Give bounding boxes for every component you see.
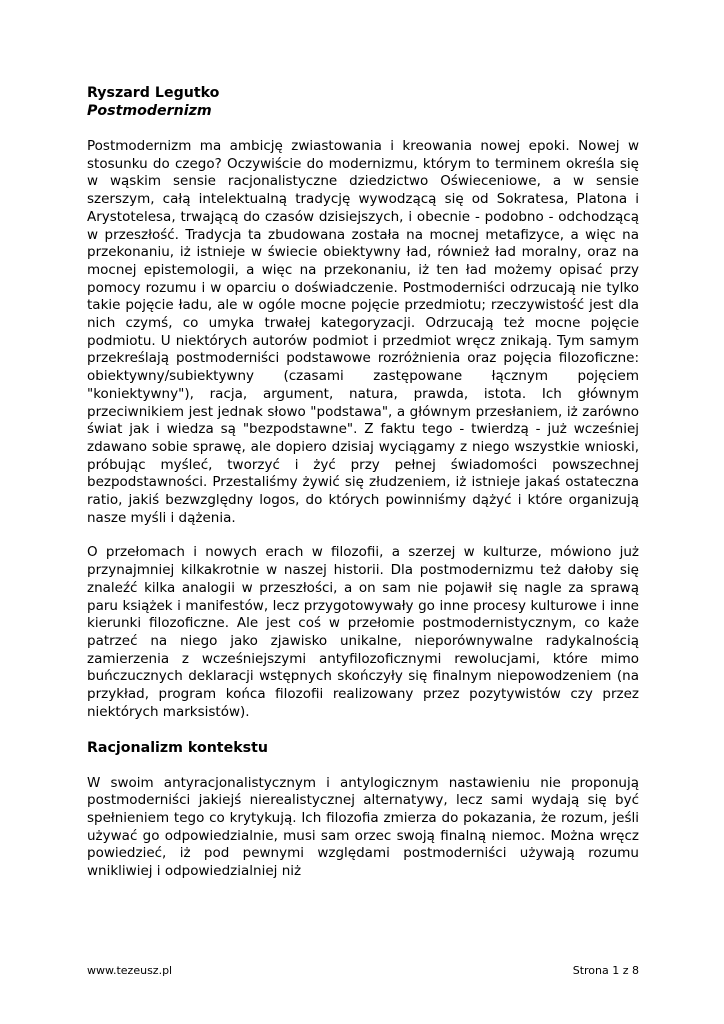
document-title: Postmodernizm — [87, 103, 212, 119]
paragraph-2: O przełomach i nowych erach w filozofii, a szerzej w kulturze, mówiono już przynajmniej kilkakrotnie w naszej historii. Dla postmodernizmu też dałoby się znaleźć kilka analogii w przeszłości, a on sam nie pojawił się nagle za sprawą paru książek i manifestów, lecz przygotowywały go inne procesy kulturowe i inne kierunki filozoficzne. Ale jest coś w przełomie postmodernistycznym, co każe patrzeć na niego jako zjawisko unikalne, nieporównywalne radykalnością zamierzenia z wcześniejszymi antyfilozoficznymi rewolucjami, które mimo buńczucznych deklaracji wstępnych skończyły się finalnym niepowodzeniem (na przykład, program końca filozofii realizowany przez pozytywistów czy przez niektórych marksistów). — [87, 544, 639, 720]
paragraph-1: Postmodernizm ma ambicję zwiastowania i kreowania nowej epoki. Nowej w stosunku do czego? Oczywiście do modernizmu, którym to terminem określa się w wąskim sensie racjonalistyczne dziedzictwo Oświeceniowe, a w sensie szerszym, całą intelektualną tradycję wywodzącą się od Sokratesa, Platona i Arystotelesa, trwającą do czasów dzisiejszych, i obecnie - podobno - odchodzącą w przeszłość. Tradycja ta zbudowana została na mocnej metafizyce, a więc na przekonaniu, iż istnieje w świecie obiektywny ład, również ład moralny, oraz na mocnej epistemologii, a więc na przekonaniu, iż ten ład możemy opisać przy pomocy rozumu i w oparciu o doświadczenie. Postmoderniści odrzucają nie tylko takie pojęcie ładu, ale w ogóle mocne pojęcie przedmiotu; rzeczywistość jest dla nich czymś, co umyka trwałej kategoryzacji. Odrzucają też mocne pojęcie podmiotu. U niektórych autorów podmiot i przedmiot wręcz znikają. Tym samym przekreślają postmoderniści podstawowe rozróżnienia oraz pojęcia filozoficzne: obiektywny/subiektywny (czasami zastępowane łącznym pojęciem "koniektywny"), racja, argument, natura, prawda, istota. Ich głównym przeciwnikiem jest jednak słowo "podstawa", a głównym przesłaniem, iż zarówno świat jak i wiedza są "bezpodstawne". Z faktu tego - twierdzą - już wcześniej zdawano sobie sprawę, ale dopiero dzisiaj wyciągamy z niego wszystkie wnioski, próbując myśleć, tworzyć i żyć przy pełnej świadomości powszechnej bezpodstawności. Przestaliśmy żywić się złudzeniem, iż istnieje jakaś ostateczna ratio, jakiś bezwzględny logos, do których powinniśmy dążyć i które organizują nasze myśli i dążenia. — [87, 138, 639, 526]
section-heading: Racjonalizm kontekstu — [87, 739, 268, 756]
footer-page-indicator: Strona 1 z 8 — [572, 964, 639, 977]
document-page — [87, 84, 639, 881]
page-footer — [87, 964, 639, 978]
author-name: Ryszard Legutko — [87, 85, 220, 101]
paragraph-3: W swoim antyracjonalistycznym i antylogicznym nastawieniu nie proponują postmoderniści jakiejś nierealistycznej alternatywy, lecz sami wydają się być spełnieniem tego co krytykują. Ich filozofia zmierza do pokazania, że rozum, jeśli używać go odpowiedzialnie, musi sam orzec swoją finalną niemoc. Można wręcz powiedzieć, iż pod pewnymi względami postmoderniści używają rozumu wnikliwiej i odpowiedzialniej niż — [87, 774, 639, 880]
footer-website: www.tezeusz.pl — [87, 964, 173, 977]
